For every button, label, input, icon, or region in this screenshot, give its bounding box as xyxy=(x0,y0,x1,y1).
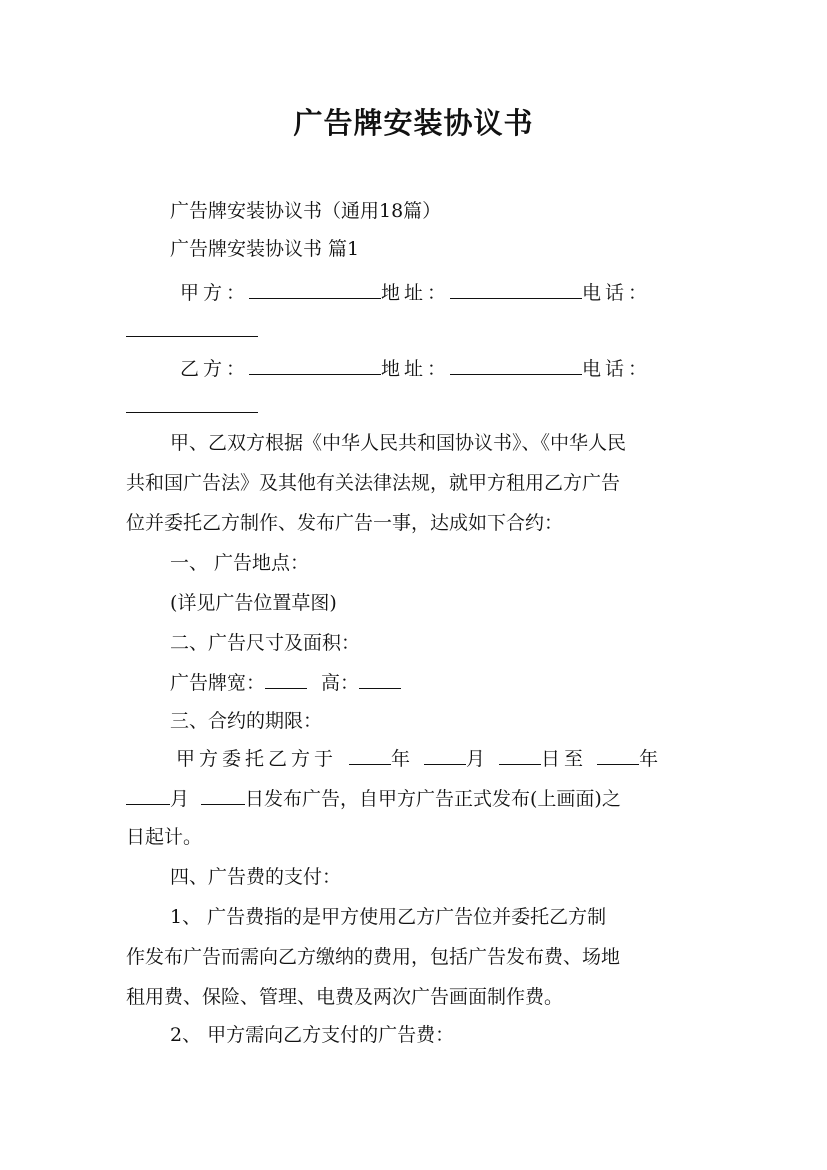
document-title: 广告牌安装协议书 xyxy=(293,106,534,140)
end-month-label: 月 xyxy=(170,788,190,810)
document-subtitle: 广告牌安装协议书（通用18篇） xyxy=(170,200,442,222)
party-a-address-blank xyxy=(450,278,582,299)
start-day-blank xyxy=(499,744,541,765)
party-a-phone-label: 电话： xyxy=(582,282,652,304)
clause-3-line-1 xyxy=(176,744,706,772)
party-b-label: 乙方： xyxy=(180,358,250,380)
term-start-text: 甲方委托乙方于 xyxy=(176,748,338,770)
clause-4-item-1-line-3: 租用费、保险、管理、电费及两次广告画面制作费。 xyxy=(126,986,564,1008)
party-a-label: 甲方： xyxy=(180,282,250,304)
section-heading: 广告牌安装协议书 篇1 xyxy=(170,238,360,260)
width-label: 广告牌宽： xyxy=(170,672,266,694)
party-a-name-blank xyxy=(249,278,381,299)
end-year-blank xyxy=(597,744,639,765)
party-a-phone-row xyxy=(126,316,706,344)
intro-line-3: 位并委托乙方制作、发布广告一事，达成如下合约： xyxy=(126,512,564,534)
start-month-label: 月 xyxy=(466,748,490,770)
clause-4-item-1-line-2: 作发布广告而需向乙方缴纳的费用，包括广告发布费、场地 xyxy=(126,946,621,968)
end-day-blank xyxy=(201,784,245,805)
party-b-phone-blank xyxy=(126,392,258,413)
clause-1-note: (详见广告位置草图) xyxy=(170,592,337,614)
end-year-label: 年 xyxy=(639,748,663,770)
clause-1-heading: 一、 广告地点： xyxy=(170,552,310,574)
party-b-address-label: 地址： xyxy=(381,358,451,380)
start-month-blank xyxy=(424,744,466,765)
party-b-address-blank xyxy=(450,354,582,375)
party-b-row xyxy=(180,354,700,382)
clause-2-size-row xyxy=(170,668,710,696)
publish-text: 日发布广告，自甲方广告正式发布(上画面)之 xyxy=(245,788,621,810)
clause-3-line-3: 日起计。 xyxy=(126,826,203,848)
party-a-phone-blank xyxy=(126,316,258,337)
start-day-label: 日至 xyxy=(541,748,588,770)
height-label: 高： xyxy=(321,672,360,694)
clause-3-heading: 三、合约的期限： xyxy=(170,710,323,732)
party-b-phone-label: 电话： xyxy=(582,358,652,380)
clause-3-line-2 xyxy=(126,784,706,812)
party-b-phone-row xyxy=(126,392,706,420)
clause-4-heading: 四、广告费的支付： xyxy=(170,866,342,888)
intro-line-1: 甲、乙双方根据《中华人民共和国协议书》、《中华人民 xyxy=(170,432,627,454)
end-month-blank xyxy=(126,784,170,805)
start-year-label: 年 xyxy=(391,748,415,770)
width-blank xyxy=(265,668,307,689)
height-blank xyxy=(359,668,401,689)
clause-2-heading: 二、广告尺寸及面积： xyxy=(170,632,361,654)
clause-4-item-2: 2、 甲方需向乙方支付的广告费： xyxy=(170,1024,455,1046)
party-b-name-blank xyxy=(249,354,381,375)
start-year-blank xyxy=(349,744,391,765)
intro-line-2: 共和国广告法》及其他有关法律法规，就甲方租用乙方广告 xyxy=(126,472,621,494)
clause-4-item-1-line-1: 1、 广告费指的是甲方使用乙方广告位并委托乙方制 xyxy=(170,906,607,928)
party-a-address-label: 地址： xyxy=(381,282,451,304)
party-a-row xyxy=(180,278,700,306)
